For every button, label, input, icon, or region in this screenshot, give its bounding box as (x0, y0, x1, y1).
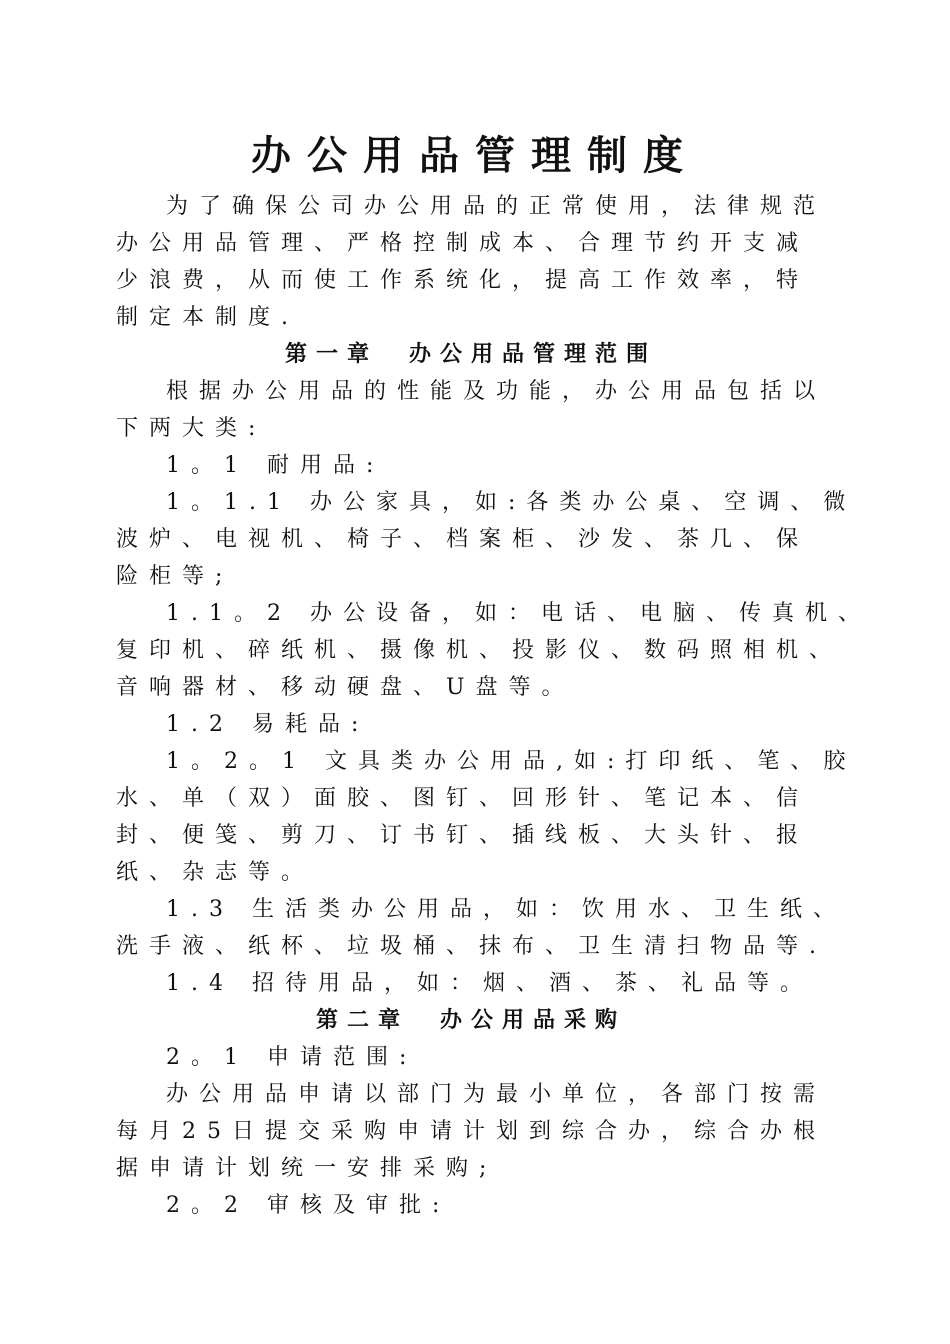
text-line: 复印机、碎纸机、摄像机、投影仪、数码照相机、 (116, 638, 843, 663)
text-line: 洗手液、纸杯、垃圾桶、抹布、卫生清扫物品等. (116, 934, 827, 959)
text-line: 1。1.1 办公家具，如:各类办公桌、空调、微 (166, 490, 857, 515)
text-line: 少浪费，从而使工作系统化，提高工作效率，特 (116, 268, 810, 293)
text-line: 为了确保公司办公用品的正常使用，法律规范 (166, 194, 827, 219)
chapter-heading: 第二章 办公用品采购 (315, 1008, 626, 1033)
text-line: 办公用品管理、严格控制成本、合理节约开支减 (116, 231, 810, 256)
document-body (116, 188, 871, 1224)
text-line: 1。1 耐用品: (166, 453, 385, 478)
text-line: 1.4 招待用品，如：烟、酒、茶、礼品等。 (166, 971, 813, 996)
text-line: 险柜等; (116, 564, 234, 589)
text-line: 1。2。1 文具类办公用品,如:打印纸、笔、胶 (166, 749, 857, 774)
text-line: 水、单（双）面胶、图钉、回形针、笔记本、信 (116, 786, 810, 811)
document-title: 办公用品管理制度 (251, 133, 699, 179)
text-line: 音响器材、移动硬盘、U盘等。 (116, 675, 575, 700)
text-line: 制定本制度. (116, 305, 299, 330)
text-line: 封、便笺、剪刀、订书钉、插线板、大头针、报 (116, 823, 810, 848)
text-line: 2。1 申请范围: (166, 1045, 418, 1070)
text-line: 每月25日提交采购申请计划到综合办，综合办根 (116, 1119, 826, 1144)
text-line: 1.1。2 办公设备，如：电话、电脑、传真机、 (166, 601, 871, 626)
text-line: 办公用品申请以部门为最小单位，各部门按需 (166, 1082, 827, 1107)
chapter-heading: 第一章 办公用品管理范围 (284, 342, 657, 367)
text-line: 波炉、电视机、椅子、档案柜、沙发、茶几、保 (116, 527, 810, 552)
text-line: 下两大类: (116, 416, 267, 441)
text-line: 纸、杂志等。 (116, 860, 315, 885)
text-line: 1.3 生活类办公用品，如：饮用水、卫生纸、 (166, 897, 846, 922)
text-line: 2。2 审核及审批: (166, 1193, 451, 1218)
text-line: 根据办公用品的性能及功能，办公用品包括以 (166, 379, 827, 404)
text-line: 据申请计划统一安排采购; (116, 1156, 498, 1181)
text-line: 1.2 易耗品: (166, 712, 370, 737)
